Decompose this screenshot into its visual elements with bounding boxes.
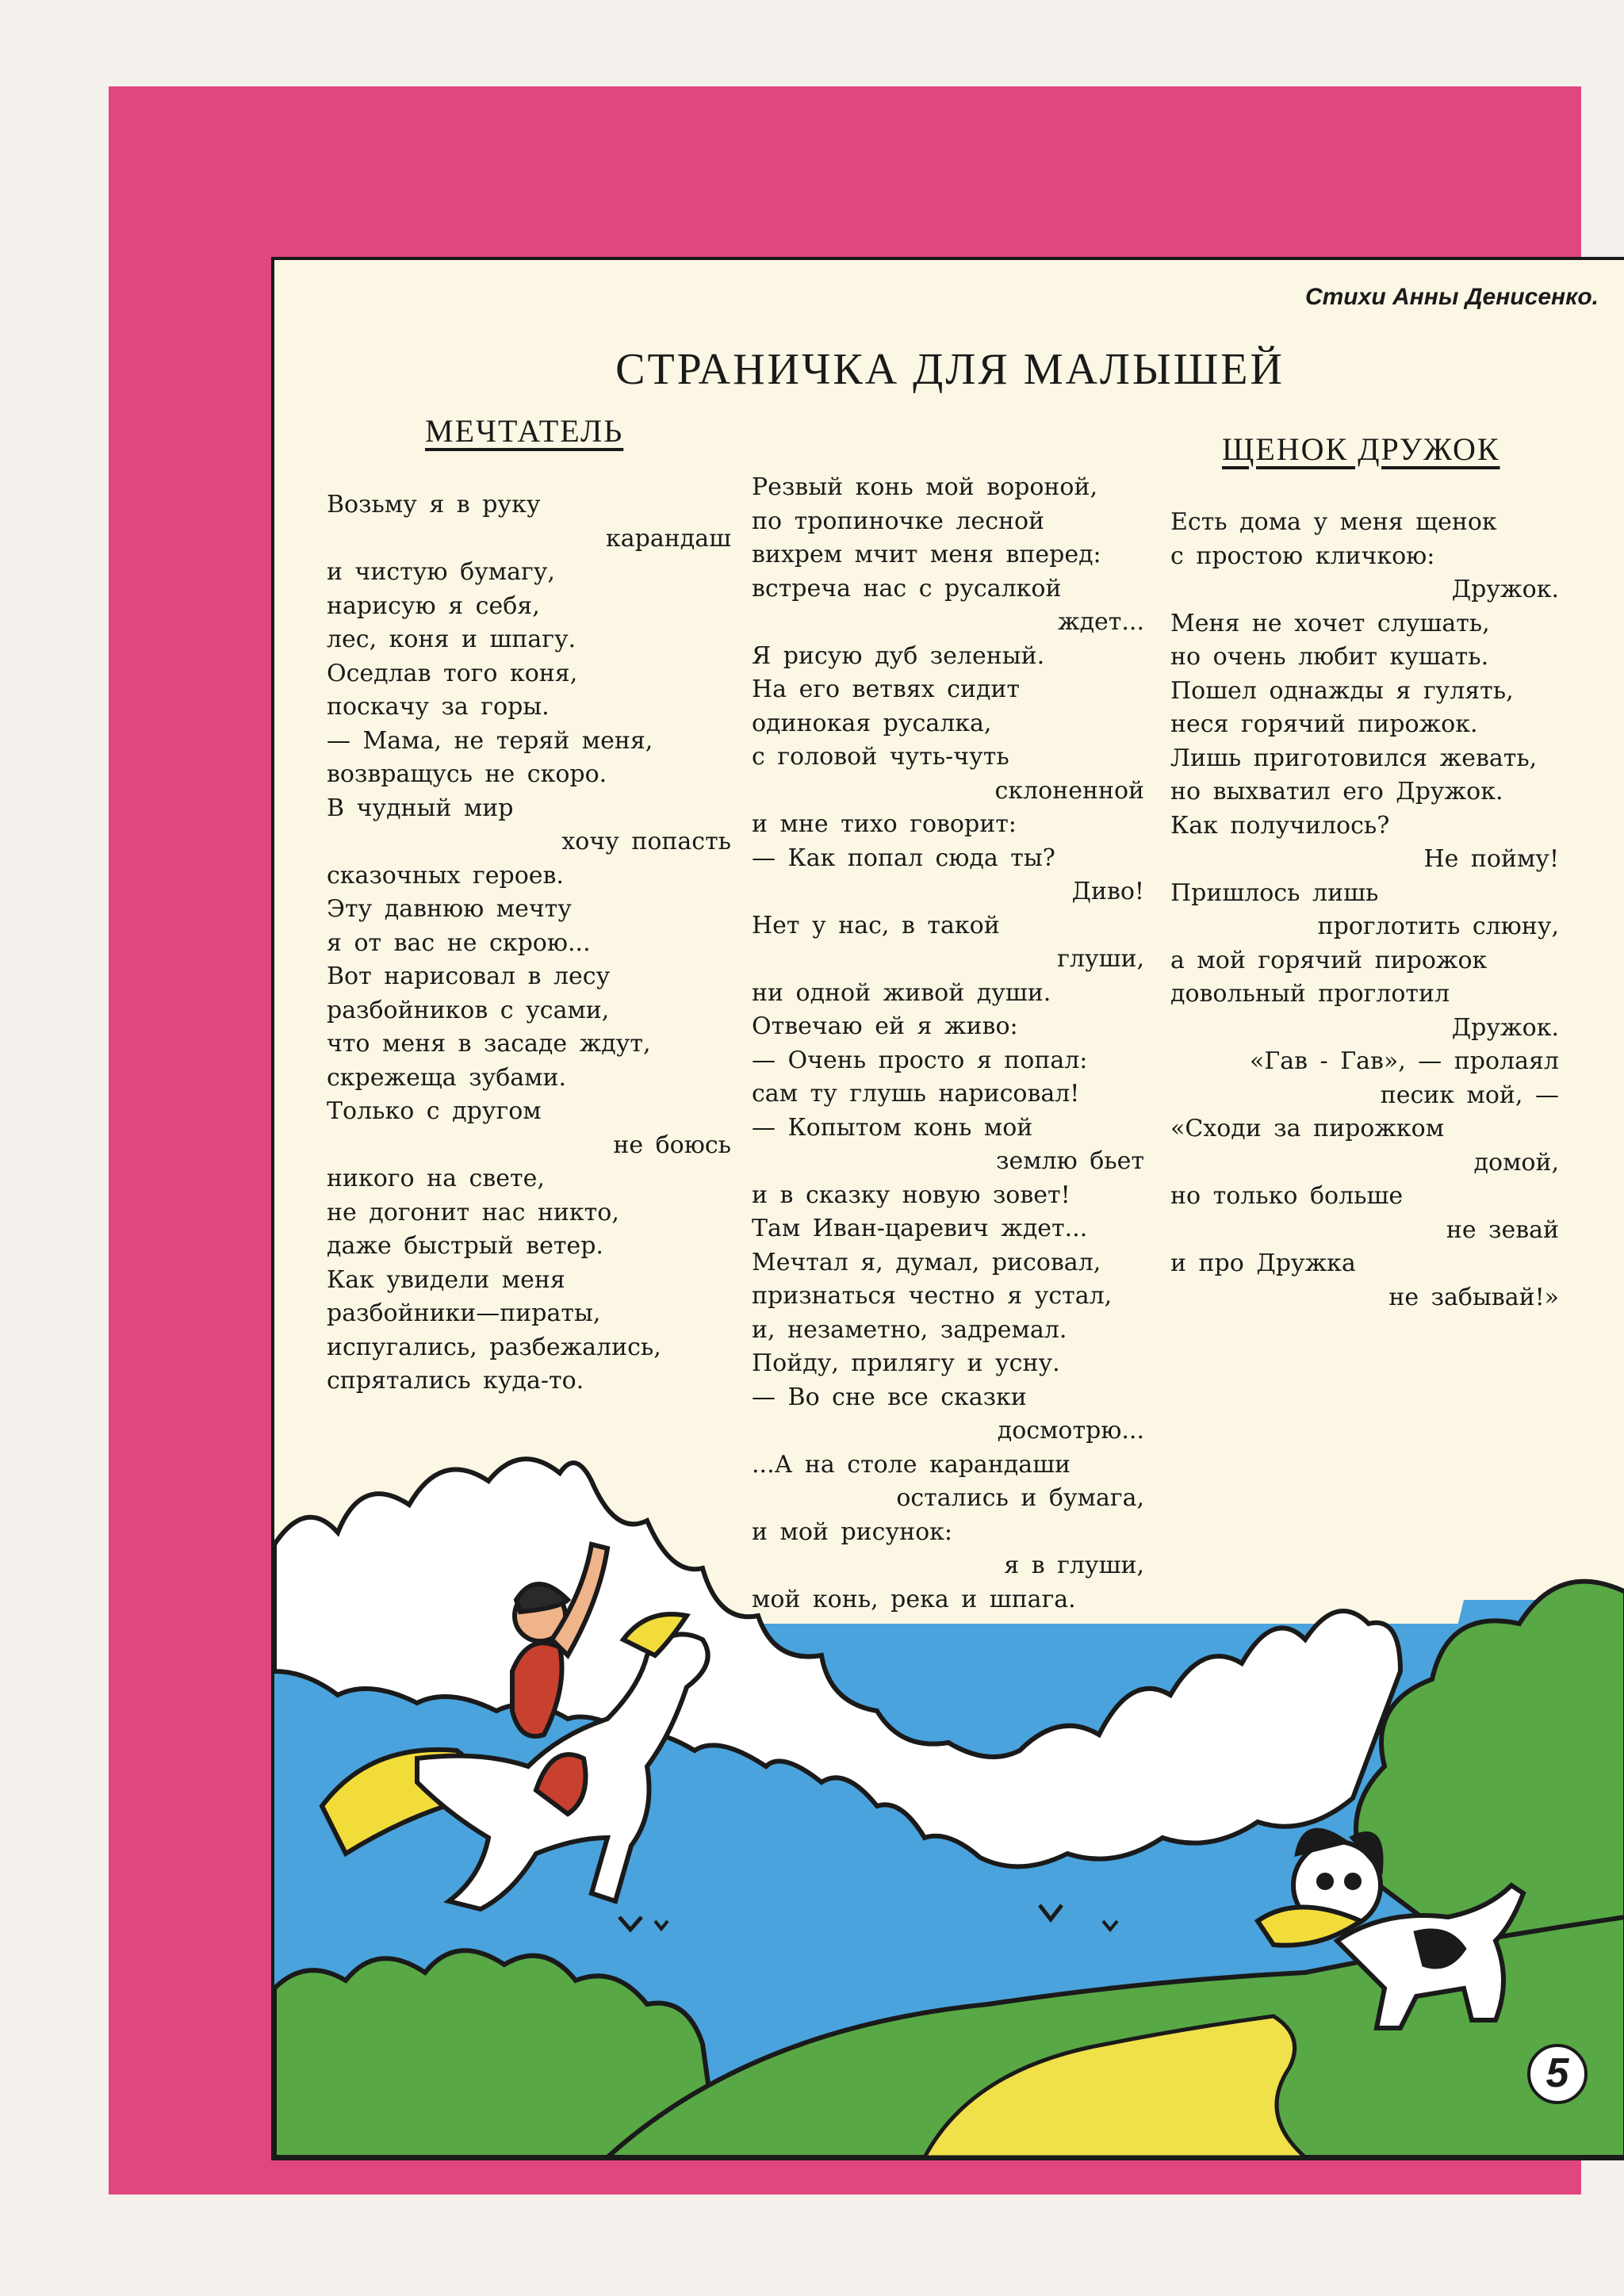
poem-line: возвращусь не скоро. bbox=[327, 760, 607, 788]
poem-line: и мне тихо говорит: bbox=[752, 810, 1017, 838]
author-credit: Стихи Анны Денисенко. bbox=[1304, 284, 1599, 310]
poem-line: ни одной живой души. bbox=[752, 978, 1051, 1007]
poem-line: Нет у нас, в такой bbox=[752, 911, 1000, 939]
poem-line: нарисую я себя, bbox=[327, 591, 540, 620]
magenta-frame bbox=[109, 86, 1599, 2195]
poem-line: Меня не хочет слушать, bbox=[1170, 609, 1490, 637]
poem-line: склоненной bbox=[994, 776, 1144, 805]
page-number: 5 bbox=[1527, 2044, 1588, 2104]
poem-line: землю бьет bbox=[996, 1147, 1144, 1175]
poem-line: ...А на столе карандаши bbox=[752, 1450, 1071, 1479]
poem-line: сам ту глушь нарисовал! bbox=[752, 1080, 1080, 1108]
poem-line: не зевай bbox=[1446, 1215, 1559, 1244]
poem-line: В чудный мир bbox=[327, 794, 514, 822]
poem-dreamer-column-1 bbox=[327, 488, 731, 1399]
poem-line: Пойду, прилягу и усну. bbox=[752, 1349, 1060, 1377]
poem-line: разбойники—пираты, bbox=[327, 1299, 601, 1327]
poem-line: Там Иван-царевич ждет... bbox=[752, 1215, 1088, 1242]
poem-line: разбойников с усами, bbox=[327, 996, 610, 1024]
poem-line: не забывай!» bbox=[1388, 1283, 1559, 1311]
poem-line: и, незаметно, задремал. bbox=[752, 1315, 1067, 1344]
poem-line: остались и бумага, bbox=[896, 1484, 1144, 1512]
poem-line: Дружок. bbox=[1451, 576, 1559, 603]
page-title: СТРАНИЧКА ДЛЯ МАЛЫШЕЙ bbox=[615, 345, 1285, 394]
poem-line: Только с другом bbox=[327, 1097, 542, 1125]
poem-line: даже быстрый ветер. bbox=[327, 1232, 603, 1260]
poem-line: Дружок. bbox=[1451, 1013, 1559, 1042]
poem-line: Я рисую дуб зеленый. bbox=[752, 641, 1045, 670]
poem-line: никого на свете, bbox=[327, 1165, 545, 1192]
poem-line: Вот нарисовал в лесу bbox=[327, 962, 611, 990]
poem-line: вихрем мчит меня вперед: bbox=[752, 541, 1101, 568]
poem-line: лес, коня и шпагу. bbox=[327, 626, 576, 653]
poem-line: Мечтал я, думал, рисовал, bbox=[752, 1248, 1101, 1276]
poem-line: — Мама, не теряй меня, bbox=[327, 726, 653, 755]
poem-line: но очень любит кушать. bbox=[1170, 643, 1489, 671]
poem-line: Возьму я в руку bbox=[327, 491, 541, 519]
poem-line: но выхватил его Дружок. bbox=[1170, 778, 1503, 806]
poem-line: с головой чуть-чуть bbox=[752, 743, 1009, 771]
poem-line: глуши, bbox=[1057, 945, 1144, 973]
poem-line: карандаш bbox=[606, 524, 731, 553]
poem-line: что меня в засаде ждут, bbox=[327, 1030, 651, 1058]
poem-line: одинокая русалка, bbox=[752, 709, 992, 737]
poem-line: неся горячий пирожок. bbox=[1170, 710, 1478, 738]
poem-title-dreamer: МЕЧТАТЕЛЬ bbox=[425, 413, 624, 449]
poem-line: Диво! bbox=[1071, 878, 1144, 905]
poem-title-puppy: ЩЕНОК ДРУЖОК bbox=[1222, 431, 1500, 467]
poem-line: Отвечаю ей я живо: bbox=[752, 1012, 1018, 1040]
poem-line: с простою кличкою: bbox=[1170, 541, 1435, 570]
poem-dreamer-column-2 bbox=[752, 471, 1144, 1617]
poem-line: домой, bbox=[1473, 1148, 1559, 1177]
poem-line: поскачу за горы. bbox=[327, 693, 550, 721]
poem-line: я в глуши, bbox=[1004, 1552, 1144, 1579]
page-panel bbox=[271, 257, 1624, 2160]
poem-line: признаться честно я устал, bbox=[752, 1282, 1113, 1310]
poem-line: Эту давнюю мечту bbox=[327, 895, 572, 923]
poem-line: испугались, разбежались, bbox=[327, 1333, 661, 1361]
poem-line: — Как попал сюда ты? bbox=[752, 844, 1055, 872]
poem-line: хочу попасть bbox=[561, 828, 731, 855]
poem-line: встреча нас с русалкой bbox=[752, 574, 1062, 603]
poem-line: — Очень просто я попал: bbox=[752, 1046, 1088, 1074]
poem-puppy-column bbox=[1170, 506, 1559, 1314]
poem-line: Как увидели меня bbox=[327, 1265, 565, 1294]
poem-line: ждет... bbox=[1057, 608, 1144, 636]
poem-line: мой конь, река и шпага. bbox=[752, 1585, 1076, 1613]
poem-line: Пошел однажды я гулять, bbox=[1170, 676, 1514, 705]
poem-line: «Сходи за пирожком bbox=[1170, 1115, 1445, 1142]
poem-line: не догонит нас никто, bbox=[327, 1198, 619, 1226]
poem-line: Резвый конь мой вороной, bbox=[752, 473, 1098, 501]
poem-line: На его ветвях сидит bbox=[752, 675, 1021, 703]
poem-line: Как получилось? bbox=[1170, 811, 1390, 840]
poem-line: Оседлав того коня, bbox=[327, 659, 578, 687]
poem-line: — Во сне все сказки bbox=[752, 1383, 1027, 1411]
poem-line: скрежеща зубами. bbox=[327, 1063, 567, 1092]
poem-line: спрятались куда-то. bbox=[327, 1367, 584, 1395]
poem-line: песик мой, — bbox=[1380, 1081, 1559, 1109]
poem-line: но только больше bbox=[1170, 1182, 1404, 1210]
poem-line: «Гав - Гав», — пролаял bbox=[1250, 1047, 1559, 1075]
poem-line: не боюсь bbox=[613, 1131, 731, 1159]
poem-line: досмотрю... bbox=[997, 1417, 1144, 1445]
poem-line: а мой горячий пирожок bbox=[1170, 946, 1488, 974]
poem-line: Пришлось лишь bbox=[1170, 878, 1379, 907]
poem-line: Не пойму! bbox=[1423, 845, 1559, 873]
poem-line: довольный проглотил bbox=[1170, 980, 1450, 1008]
poem-line: Есть дома у меня щенок bbox=[1170, 508, 1497, 536]
poem-line: — Копытом конь мой bbox=[752, 1113, 1033, 1142]
poem-line: по тропиночке лесной bbox=[752, 507, 1045, 535]
poem-line: проглотить слюну, bbox=[1317, 913, 1559, 940]
poem-line: я от вас не скрою... bbox=[327, 928, 591, 957]
poem-line: сказочных героев. bbox=[327, 861, 564, 890]
poem-line: и мой рисунок: bbox=[752, 1517, 953, 1546]
poem-line: и чистую бумагу, bbox=[327, 558, 555, 586]
poem-line: и в сказку новую зовет! bbox=[752, 1181, 1071, 1209]
poem-line: и про Дружка bbox=[1170, 1249, 1356, 1277]
poem-line: Лишь приготовился жевать, bbox=[1170, 744, 1538, 772]
